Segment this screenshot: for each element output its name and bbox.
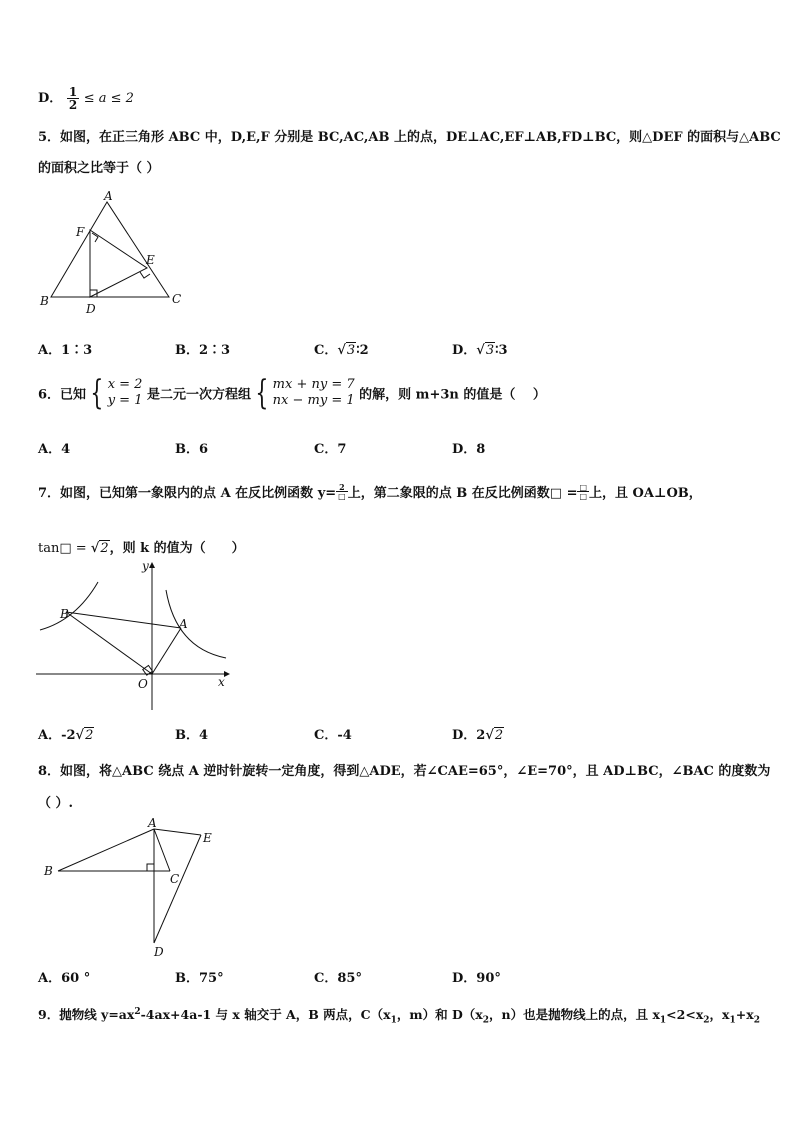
fraction-den: 2 bbox=[68, 98, 78, 112]
fraction-num: 1 bbox=[68, 85, 78, 99]
subscript: 1 bbox=[659, 1015, 667, 1026]
label-x: x bbox=[218, 675, 225, 689]
q7-text: 上，且 OA⊥OB， bbox=[589, 486, 702, 501]
y-arrow-icon bbox=[149, 562, 155, 568]
option-label: B． bbox=[175, 728, 199, 743]
option-text: 75° bbox=[199, 971, 224, 986]
q4-option-d bbox=[38, 86, 134, 111]
label-b: B bbox=[40, 294, 49, 308]
q6-middle: 是二元一次方程组 bbox=[147, 387, 252, 403]
q5-option-d bbox=[452, 339, 508, 358]
option-text: ∶2 bbox=[356, 343, 369, 358]
label-b: B bbox=[60, 607, 69, 621]
brace-icon: { bbox=[90, 373, 104, 413]
label-c: C bbox=[172, 292, 182, 306]
label-d: D bbox=[154, 945, 164, 959]
subscript: 2 bbox=[753, 1015, 760, 1026]
sqrt: √2 bbox=[75, 728, 94, 743]
q7-option-d bbox=[452, 724, 504, 743]
option-text: 2∶3 bbox=[199, 343, 231, 358]
label-e: E bbox=[203, 831, 212, 845]
x-arrow-icon bbox=[224, 671, 230, 677]
radicand: 3 bbox=[346, 343, 356, 358]
radicand: 2 bbox=[100, 541, 109, 556]
sqrt: √3 bbox=[476, 343, 495, 358]
segment-ac bbox=[154, 829, 170, 871]
q8-option-c bbox=[314, 967, 362, 986]
curve-first-quadrant bbox=[166, 590, 226, 658]
option-label: D． bbox=[452, 442, 477, 457]
q5-stem-line2: 的面积之比等于（ ） bbox=[38, 161, 160, 176]
segment-de bbox=[154, 835, 201, 943]
q7-text: 上，第二象限的点 B 在反比例函数□ = bbox=[347, 486, 578, 501]
q6-system-2 bbox=[273, 377, 355, 409]
option-text: ≤ a ≤ 2 bbox=[83, 91, 134, 106]
option-text: ∶3 bbox=[495, 343, 508, 358]
eq: x = 2 bbox=[107, 377, 143, 392]
label-y: y bbox=[142, 560, 149, 573]
segment-ab bbox=[66, 612, 181, 628]
q8-stem-line1: 8．如图，将△ABC 绕点 A 逆时针旋转一定角度，得到△ADE，若∠CAE=65°，∠E=70°，且 AD⊥BC，∠BAC 的度数为 bbox=[38, 764, 771, 779]
option-label: B． bbox=[175, 442, 199, 457]
subscript: 1 bbox=[729, 1015, 736, 1026]
option-label: A． bbox=[38, 442, 62, 457]
q6-option-a bbox=[38, 438, 70, 457]
fraction-den: □ bbox=[338, 491, 346, 501]
label-d: D bbox=[86, 302, 96, 315]
label-f: F bbox=[76, 225, 85, 239]
option-label: C． bbox=[314, 442, 338, 457]
q7-text: 7．如图，已知第一象限内的点 A 在反比例函数 y= bbox=[38, 486, 337, 501]
label-a: A bbox=[104, 190, 113, 203]
q7-coordinate-figure bbox=[36, 560, 231, 715]
label-a: A bbox=[179, 617, 188, 631]
option-label: B． bbox=[175, 971, 199, 986]
q6-stem bbox=[38, 373, 546, 413]
option-label: D． bbox=[452, 728, 477, 743]
option-label: A． bbox=[38, 343, 62, 358]
label-c: C bbox=[170, 872, 180, 886]
option-text: 85° bbox=[337, 971, 362, 986]
option-text: 8 bbox=[476, 442, 486, 457]
q8-stem-line2: （ ）. bbox=[38, 796, 74, 811]
triangle-def bbox=[90, 230, 147, 297]
fraction-num: □ bbox=[579, 482, 588, 492]
sqrt: √2 bbox=[485, 728, 504, 743]
option-label: A． bbox=[38, 971, 62, 986]
fraction bbox=[67, 86, 79, 111]
segment-ob bbox=[66, 612, 152, 674]
option-label: C． bbox=[314, 971, 338, 986]
fraction bbox=[577, 483, 589, 500]
segment-oa bbox=[152, 628, 181, 674]
q9-text: ，m）和 D（x bbox=[396, 1007, 483, 1022]
label-a: A bbox=[148, 816, 157, 830]
q6-prefix: 6．已知 bbox=[38, 387, 87, 403]
eq: nx − my = 1 bbox=[272, 393, 355, 408]
q8-option-d bbox=[452, 967, 501, 986]
eq: y = 1 bbox=[107, 393, 143, 408]
sqrt: √2 bbox=[90, 541, 109, 556]
subscript: 2 bbox=[703, 1015, 710, 1026]
option-text: 60 ° bbox=[61, 971, 91, 986]
fraction-num: 2 bbox=[336, 483, 348, 492]
option-text: -4 bbox=[337, 728, 352, 743]
q7-option-a bbox=[38, 724, 94, 743]
option-label: D． bbox=[38, 91, 63, 106]
q9-text: ，x bbox=[709, 1007, 730, 1022]
q6-option-b bbox=[175, 438, 208, 457]
q5-triangle-figure bbox=[36, 190, 186, 315]
label-o: O bbox=[138, 677, 148, 691]
q9-text: <2<x bbox=[666, 1007, 704, 1022]
right-angle-mark-e bbox=[140, 272, 150, 278]
radicand: 2 bbox=[494, 728, 504, 743]
option-label: C． bbox=[314, 343, 338, 358]
option-label: D． bbox=[452, 971, 477, 986]
fraction-den: □ bbox=[579, 491, 588, 501]
q9-stem bbox=[38, 1005, 760, 1026]
q5-option-c bbox=[314, 339, 369, 358]
triangle-abc bbox=[51, 202, 169, 297]
curve-second-quadrant bbox=[40, 582, 98, 630]
q7-option-c bbox=[314, 724, 352, 743]
q8-option-a bbox=[38, 967, 90, 986]
q5-option-a bbox=[38, 339, 92, 358]
option-text: 6 bbox=[199, 442, 209, 457]
q5-option-b bbox=[175, 339, 230, 358]
option-text: 2 bbox=[476, 728, 486, 743]
option-text: 4 bbox=[61, 442, 71, 457]
option-label: A． bbox=[38, 728, 62, 743]
q6-suffix: 的解，则 m+3n 的值是（ ） bbox=[359, 387, 546, 403]
q7-stem-line2 bbox=[38, 537, 245, 556]
label-e: E bbox=[146, 253, 155, 267]
option-label: B． bbox=[175, 343, 199, 358]
option-text: 1∶3 bbox=[61, 343, 93, 358]
q7-text: ，则 k 的值为（ ） bbox=[109, 541, 245, 556]
q6-system-1 bbox=[108, 377, 143, 409]
q9-text: ，n）也是抛物线上的点，且 x bbox=[489, 1007, 660, 1022]
q6-option-c bbox=[314, 438, 346, 457]
option-text: 90° bbox=[476, 971, 501, 986]
q7-stem-line1 bbox=[38, 482, 702, 501]
subscript: 2 bbox=[482, 1015, 489, 1026]
option-text: 7 bbox=[337, 442, 347, 457]
fraction bbox=[336, 483, 348, 500]
brace-icon: { bbox=[255, 373, 269, 413]
label-b: B bbox=[44, 864, 53, 878]
radicand: 3 bbox=[485, 343, 495, 358]
q6-option-d bbox=[452, 438, 485, 457]
q9-text: -4ax+4a-1 与 x 轴交于 A，B 两点，C（x bbox=[140, 1007, 391, 1022]
segment-ab bbox=[58, 829, 154, 871]
option-text: -2 bbox=[61, 728, 76, 743]
q7-option-b bbox=[175, 724, 208, 743]
q9-text: +x bbox=[735, 1007, 754, 1022]
q8-rotation-figure bbox=[36, 815, 226, 960]
eq: mx + ny = 7 bbox=[272, 377, 355, 392]
sqrt: √3 bbox=[337, 343, 356, 358]
segment-ae bbox=[154, 829, 201, 835]
superscript: 2 bbox=[134, 1006, 141, 1017]
option-text: 4 bbox=[199, 728, 209, 743]
radicand: 2 bbox=[85, 728, 94, 743]
q8-option-b bbox=[175, 967, 224, 986]
subscript: 1 bbox=[390, 1015, 397, 1026]
option-label: C． bbox=[314, 728, 338, 743]
q7-text: tan□ = bbox=[38, 541, 91, 556]
right-angle-mark bbox=[147, 864, 154, 871]
q9-text: 9．抛物线 y=ax bbox=[38, 1007, 135, 1022]
option-label: D． bbox=[452, 343, 477, 358]
q5-stem-line1: 5．如图，在正三角形 ABC 中，D,E,F 分别是 BC,AC,AB 上的点，DE⊥AC,EF⊥AB,FD⊥BC，则△DEF 的面积与△ABC bbox=[38, 130, 781, 145]
